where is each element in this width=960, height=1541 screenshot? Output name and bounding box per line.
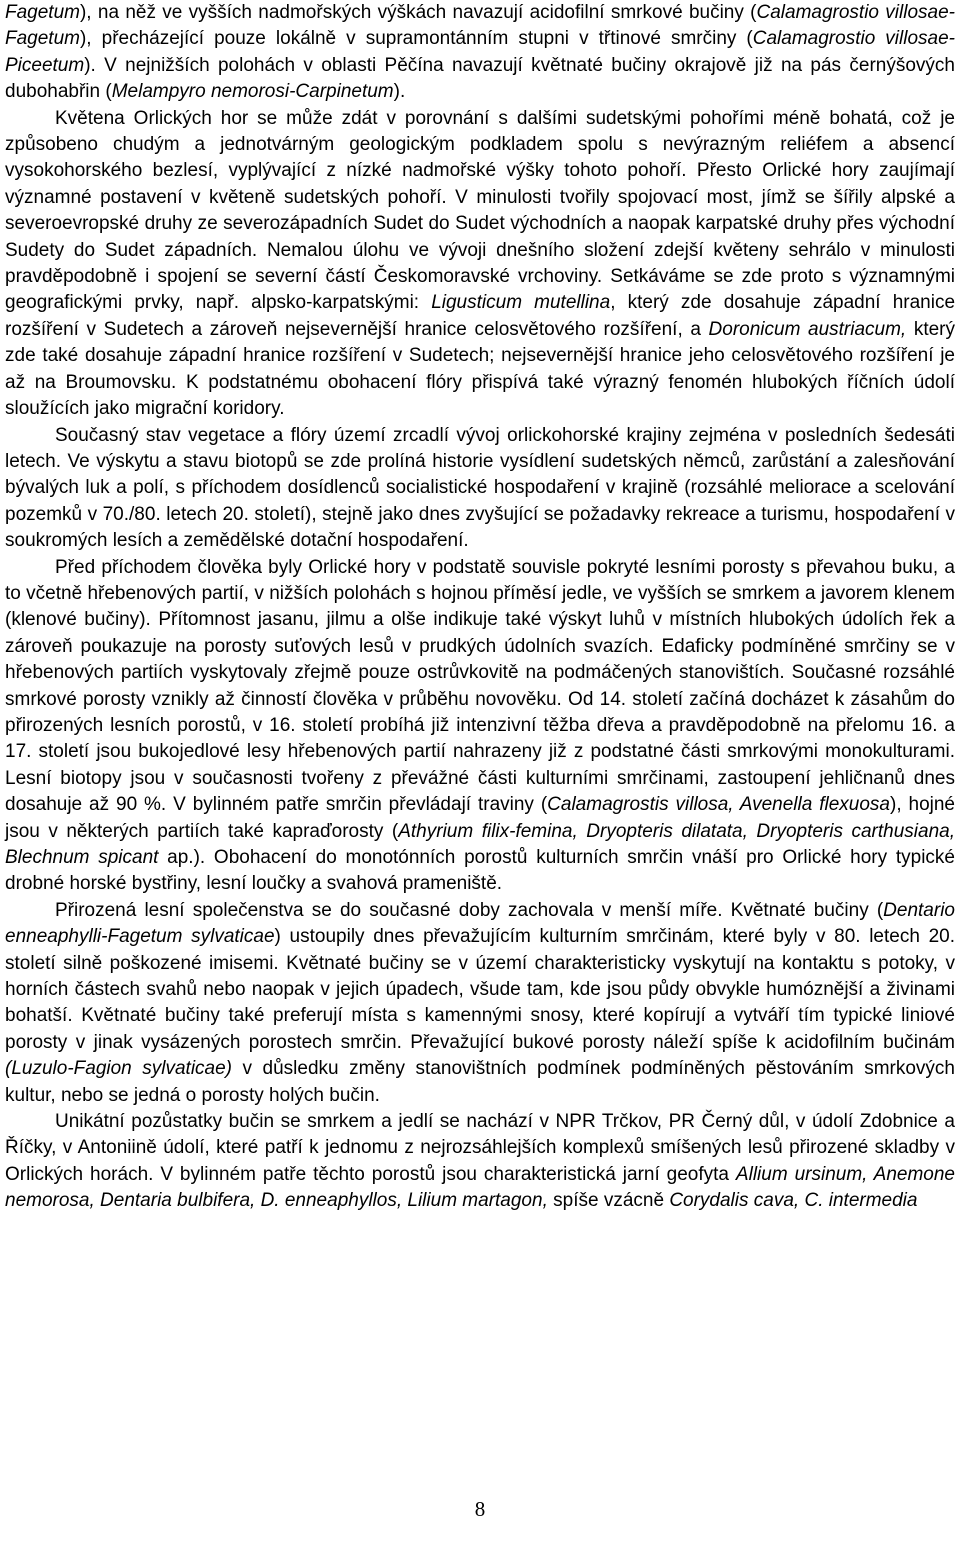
text-run: v důsledku změny stanovištních podmínek podmíněných pěstováním smrkových kultur, nebo se jedná o porosty holých bučin. [5,1058,955,1106]
text-run: ), na něž ve vyšších nadmořských výškách navazují acidofilní smrkové bučiny ( [79,2,757,23]
italic-text-run: Calamagrostis villosa, Avenella flexuosa [547,794,890,816]
italic-text-run: Calamagrostio villosae-Fagetum [5,2,955,50]
text-run: ) ustoupily dnes převažujícím kulturním smrčinám, které byly v 80. letech 20. století silně poškozené imisemi. Květnaté bučiny se v území charakteristicky vyskytují na kontaktu s potoky, v horních částech svahů nebo naopak v jejich úpadech, všude tam, kde jsou půdy obvykle humóznější a živinami bohatší. Květnaté bučiny také preferují místa s kamennými snosy, které kopírují a vytváří tím typické liniové porosty v jinak vysázených porostech smrčin. Převažující bukové porosty náleží spíše k acidofilním bučinám [5,926,956,1053]
text-run: Květena Orlických hor se může zdát v porovnání s dalšími sudetskými pohořími méně bohatá, což je způsobeno chudým a jednotvárným geologickým podkladem spolu s nevýrazným reliéfem a absencí vysokohorského bezlesí, vyplývající z nízké nadmořské výšky tohoto pohoří. Přesto Orlické hory zaujímají významné postavení v květeně sudetských pohoří. V minulosti tvořily spojovací most, jímž se šířily alpské a severoevropské druhy ze severozápadních Sudet do Sudet východních a naopak karpatské druhy přes východní Sudety do Sudet západních. Nemalou úlohu ve vývoji dnešního složení zdejší květeny sehrálo v minulosti pravděpodobně i spojení se severní částí Českomoravské vrchoviny. Setkáváme se zde proto s významnými geografickými prvky, např. alpsko-karpatskými: [5,107,955,314]
italic-text-run: Allium ursinum, Anemone nemorosa, Dentaria bulbifera, D. enneaphyllos, Lilium martagon, [5,1163,955,1212]
italic-text-run: Ligusticum mutellina [431,292,611,314]
text-run: spíše vzácně [547,1190,670,1212]
document-page [5,0,955,1215]
italic-text-run: Calamagrostio villosae-Piceetum [5,28,955,76]
paragraph [5,0,955,106]
text-run: Před příchodem člověka byly Orlické hory v podstatě souvisle pokryté lesními porosty s převahou buku, a to včetně hřebenových partií, v nižších polohách s hojnou příměsí jedle, ve vyšších se smrkem a javorem klenem (klenové bučiny). Přítomnost jasanu, jilmu a olše indikuje také výskyt luhů v místních hlubokých údolích řek a zároveň poukazuje na porosty suťových lesů v prudkých údolních svazích. Edaficky podmíněné smrčiny se v hřebenových partiích vyskytovaly zřejmě pouze ostrůvkovitě na podmáčených stanovištích. Současné rozsáhlé smrkové porosty vznikly až činností člověka v průběhu novověku. Od 14. století začíná docházet k zásahům do přirozených lesních porostů, v 16. století probíhá již intenzivní těžba dřeva a pravděpodobně na přelomu 16. a 17. století jsou bukojedlové lesy hřebenových partií nahrazeny již z podstatné části smrkovými monokulturami. Lesní biotopy jsou v současnosti tvořeny z převážné části kulturními smrčinami, zastoupení jehličnanů dnes dosahuje až 90 %. V bylinném patře smrčin převládají traviny ( [5,556,955,816]
text-run: Současný stav vegetace a flóry území zrcadlí vývoj orlickohorské krajiny zejména v posledních šedesáti letech. Ve výskytu a stavu biotopů se zde prolíná historie vysídlení sudetských němců, zarůstání a zalesňování bývalých luk a polí, s příchodem dosídlenců socialistické hospodaření v krajině (rozsáhlé meliorace a scelování pozemků v 70./80. letech 20. století), stejně jako dnes zvyšující se požadavky rekreace a turismu, hospodaření v soukromých lesích a zemědělské dotační hospodaření. [5,424,955,552]
text-run: Unikátní pozůstatky bučin se smrkem a jedlí se nachází v NPR Trčkov, PR Černý důl, v údolí Zdobnice a Říčky, v Antoniině údolí, které patří k jednomu z nejrozsáhlejších komplexů smíšených lesů přirozené skladby v Orlických horách. V bylinném patře těchto porostů jsou charakteristická jarní geofyta [5,1111,955,1185]
paragraph [5,898,955,1109]
document-body [5,0,955,1215]
text-run: Přirozená lesní společenstva se do současné doby zachovala v menší míře. Květnaté bučiny ( [55,899,884,921]
paragraph [5,106,955,423]
paragraph [5,423,955,555]
italic-text-run: (Luzulo-Fagion sylvaticae) [5,1058,232,1080]
italic-text-run: Doronicum austriacum, [708,318,907,340]
paragraph [5,555,955,898]
text-run: , který zde dosahuje západní hranice rozšíření v Sudetech a zároveň nejsevernější hranice celosvětového rozšíření, a [5,292,956,340]
text-run: ), hojné jsou v některých partiích také kapraďorosty ( [5,794,955,842]
page-number: 8 [474,1497,486,1521]
italic-text-run: Fagetum [5,2,80,23]
italic-text-run: Melampyro nemorosi-Carpinetum [111,81,394,103]
paragraph [5,1109,955,1215]
text-run: ). [393,81,406,103]
italic-text-run: Dentario enneaphylli-Fagetum sylvaticae [5,899,955,948]
italic-text-run: Corydalis cava, C. intermedia [669,1190,918,1212]
text-run: ). V nejnižších polohách v oblasti Pěčína navazují květnaté bučiny okrajově již na pás černýšových dubohabřin ( [5,54,955,103]
italic-text-run: Athyrium filix-femina, Dryopteris dilatata, Dryopteris carthusiana, Blechnum spicant [5,820,955,868]
text-run: který zde také dosahuje západní hranice rozšíření v Sudetech; nejsevernější hranice jeho celosvětového rozšíření je až na Broumovsku. K podstatnému obohacení flóry přispívá také výrazný fenomén hlubokých říčních údolí sloužících jako migrační koridory. [5,318,956,420]
text-run: ), přecházející pouze lokálně v supramontánním stupni v třtinové smrčiny ( [79,28,753,50]
text-run: ap.). Obohacení do monotónních porostů kulturních smrčin vnáší pro Orlické hory typické drobné horské bystřiny, lesní loučky a svahová prameniště. [5,847,956,895]
